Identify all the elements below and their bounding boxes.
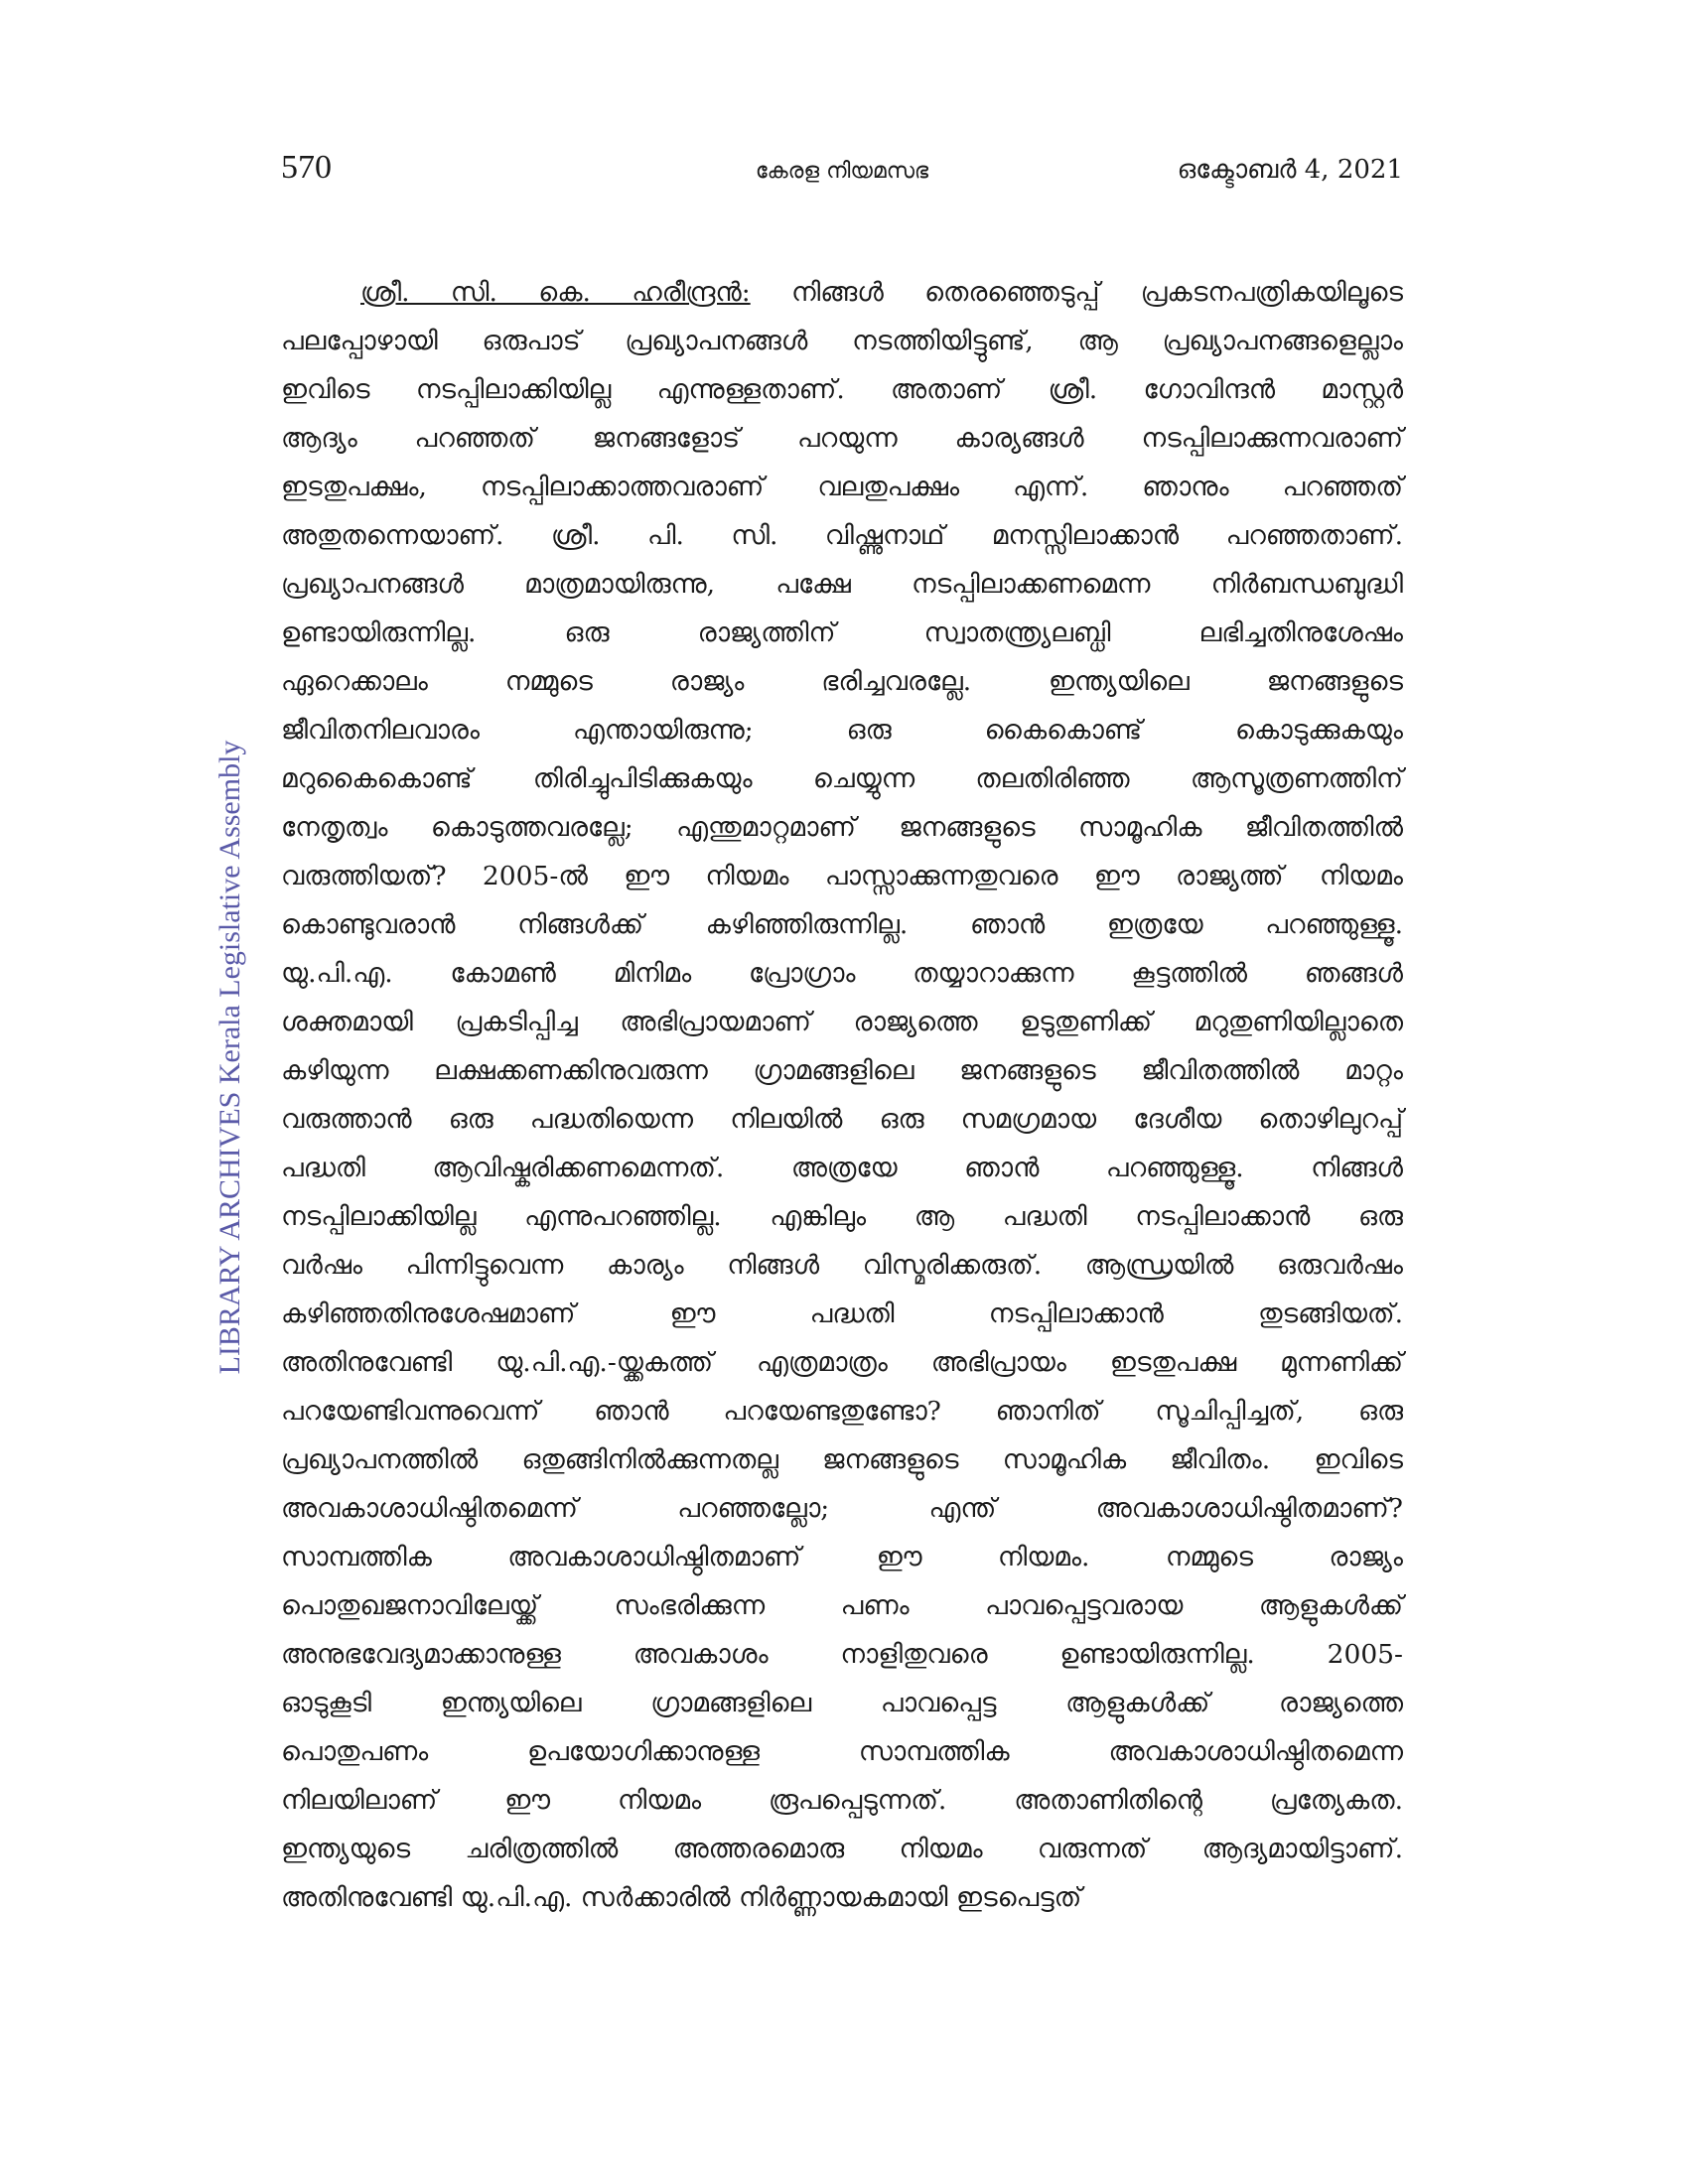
speech-line: നടപ്പിലാക്കിയില്ല എന്നുപറഞ്ഞില്ല. എങ്കിലും ആ പദ്ധതി നടപ്പിലാക്കാൻ ഒരു (281, 1201, 1403, 1232)
speech-line: കൊണ്ടുവരാൻ നിങ്ങൾക്ക് കഴിഞ്ഞിരുന്നില്ല. ഞാൻ ഇത്രയേ പറഞ്ഞുള്ളൂ. (281, 909, 1403, 940)
page-date: ഒക്ടോബർ 4, 2021 (1177, 155, 1403, 185)
speech-line: മറുകൈകൊണ്ട് തിരിച്ചുപിടിക്കുകയും ചെയ്യുന്ന തലതിരിഞ്ഞ ആസൂത്രണത്തിന് (281, 763, 1403, 794)
speech-line: സാമ്പത്തിക അവകാശാധിഷ്ഠിതമാണ് ഈ നിയമം. നമ്മുടെ രാജ്യം (281, 1542, 1403, 1572)
speech-line: പറയേണ്ടിവന്നുവെന്ന് ഞാൻ പറയേണ്ടതുണ്ടോ? ഞാനിത് സൂചിപ്പിച്ചത്, ഒരു (281, 1396, 1403, 1427)
speech-line: വരുത്താൻ ഒരു പദ്ധതിയെന്ന നിലയിൽ ഒരു സമഗ്രമായ ദേശീയ തൊഴിലുറപ്പ് (281, 1104, 1403, 1135)
speaker-name: ശ്രീ. സി. കെ. ഹരീന്ദ്രൻ: (360, 277, 751, 308)
speech-line: നേതൃത്വം കൊടുത്തവരല്ലേ; എന്തുമാറ്റമാണ് ജനങ്ങളുടെ സാമൂഹിക ജീവിതത്തിൽ (281, 812, 1403, 843)
speech-first-line (281, 268, 1403, 317)
speech-first-line-text: നിങ്ങൾ തെരഞ്ഞെടുപ്പ് പ്രകടനപത്രികയിലൂടെ (750, 277, 1403, 308)
speech-line: അതുതന്നെയാണ്. ശ്രീ. പി. സി. വിഷ്ണുനാഥ് മനസ്സിലാക്കാൻ പറഞ്ഞതാണ്. (281, 520, 1403, 551)
speech-line: ഉണ്ടായിരുന്നില്ല. ഒരു രാജ്യത്തിന് സ്വാതന്ത്ര്യലബ്ധി ലഭിച്ചതിനുശേഷം (281, 617, 1403, 648)
speech-line: അനുഭവേദ്യമാക്കാനുള്ള അവകാശം നാളിതുവരെ ഉണ്ടായിരുന്നില്ല. 2005- (281, 1639, 1403, 1670)
speech-line: വർഷം പിന്നിട്ടുവെന്ന കാര്യം നിങ്ങൾ വിസ്മരിക്കരുത്. ആന്ധ്രയിൽ ഒരുവർഷം (281, 1250, 1403, 1281)
speech-line: വരുത്തിയത്? 2005-ൽ ഈ നിയമം പാസ്സാക്കുന്നതുവരെ ഈ രാജ്യത്ത് നിയമം (281, 861, 1403, 891)
speech-line: ആദ്യം പറഞ്ഞത് ജനങ്ങളോട് പറയുന്ന കാര്യങ്ങൾ നടപ്പിലാക്കുന്നവരാണ് (281, 423, 1403, 454)
speech-line: ജീവിതനിലവാരം എന്തായിരുന്നു; ഒരു കൈകൊണ്ട് കൊടുക്കുകയും (281, 715, 1403, 746)
speech-line: പദ്ധതി ആവിഷ്കരിക്കണമെന്നത്. അത്രയേ ഞാൻ പറഞ്ഞുള്ളൂ. നിങ്ങൾ (281, 1153, 1403, 1183)
speech-line: നിലയിലാണ് ഈ നിയമം രൂപപ്പെടുന്നത്. അതാണിതിന്റെ പ്രത്യേകത. (281, 1785, 1403, 1816)
speech-line: പ്രഖ്യാപനങ്ങൾ മാത്രമായിരുന്നു, പക്ഷേ നടപ്പിലാക്കണമെന്ന നിർബന്ധബുദ്ധി (281, 569, 1403, 600)
speech-body (281, 268, 1403, 1922)
speech-line: യു.പി.എ. കോമൺ മിനിമം പ്രോഗ്രാം തയ്യാറാക്കുന്ന കൂട്ടത്തിൽ ഞങ്ങൾ (281, 958, 1403, 989)
speech-line: ഇവിടെ നടപ്പിലാക്കിയില്ല എന്നുള്ളതാണ്. അതാണ് ശ്രീ. ഗോവിന്ദൻ മാസ്റ്റർ (281, 374, 1403, 405)
speech-line: പൊതുഖജനാവിലേയ്ക്ക് സംഭരിക്കുന്ന പണം പാവപ്പെട്ടവരായ ആളുകൾക്ക് (281, 1590, 1403, 1621)
speech-line: പ്രഖ്യാപനത്തിൽ ഒതുങ്ങിനിൽക്കുന്നതല്ല ജനങ്ങളുടെ സാമൂഹിക ജീവിതം. ഇവിടെ (281, 1444, 1403, 1475)
speech-line: ശക്തമായി പ്രകടിപ്പിച്ച അഭിപ്രായമാണ് രാജ്യത്തെ ഉടുതുണിക്ക് മറുതുണിയില്ലാതെ (281, 1007, 1403, 1037)
speech-line: അവകാശാധിഷ്ഠിതമെന്ന് പറഞ്ഞല്ലോ; എന്ത് അവകാശാധിഷ്ഠിതമാണ്? (281, 1493, 1403, 1524)
page-header (281, 149, 1403, 199)
speech-line: പലപ്പോഴായി ഒരുപാട് പ്രഖ്യാപനങ്ങൾ നടത്തിയിട്ടുണ്ട്, ആ പ്രഖ്യാപനങ്ങളെല്ലാം (281, 326, 1403, 356)
speech-line: ഏറെക്കാലം നമ്മുടെ രാജ്യം ഭരിച്ചവരല്ലേ. ഇന്ത്യയിലെ ജനങ്ങളുടെ (281, 666, 1403, 697)
speech-line: ഇന്ത്യയുടെ ചരിത്രത്തിൽ അത്തരമൊരു നിയമം വരുന്നത് ആദ്യമായിട്ടാണ്. (281, 1834, 1403, 1864)
speech-line: ഓടുകൂടി ഇന്ത്യയിലെ ഗ്രാമങ്ങളിലെ പാവപ്പെട്ട ആളുകൾക്ക് രാജ്യത്തെ (281, 1688, 1403, 1718)
speech-line: കഴിയുന്ന ലക്ഷക്കണക്കിനുവരുന്ന ഗ്രാമങ്ങളിലെ ജനങ്ങളുടെ ജീവിതത്തിൽ മാറ്റം (281, 1055, 1403, 1086)
running-title: കേരള നിയമസഭ (755, 159, 929, 184)
archive-watermark: LIBRARY ARCHIVES Kerala Legislative Assembly (213, 740, 246, 1375)
speech-line: അതിനുവേണ്ടി യു.പി.എ.-യ്ക്കകത്ത് എത്രമാത്രം അഭിപ്രായം ഇടതുപക്ഷ മുന്നണിക്ക് (281, 1347, 1403, 1378)
speech-line: ഇടതുപക്ഷം, നടപ്പിലാക്കാത്തവരാണ് വലതുപക്ഷം എന്ന്. ഞാനും പറഞ്ഞത് (281, 472, 1403, 502)
speech-line: പൊതുപണം ഉപയോഗിക്കാനുള്ള സാമ്പത്തിക അവകാശാധിഷ്ഠിതമെന്ന (281, 1736, 1403, 1767)
speech-line: കഴിഞ്ഞതിനുശേഷമാണ് ഈ പദ്ധതി നടപ്പിലാക്കാൻ തുടങ്ങിയത്. (281, 1298, 1403, 1329)
page-number: 570 (281, 149, 332, 186)
speech-line: അതിനുവേണ്ടി യു.പി.എ. സർക്കാരിൽ നിർണ്ണായകമായി ഇടപെട്ടത് (281, 1882, 1082, 1913)
